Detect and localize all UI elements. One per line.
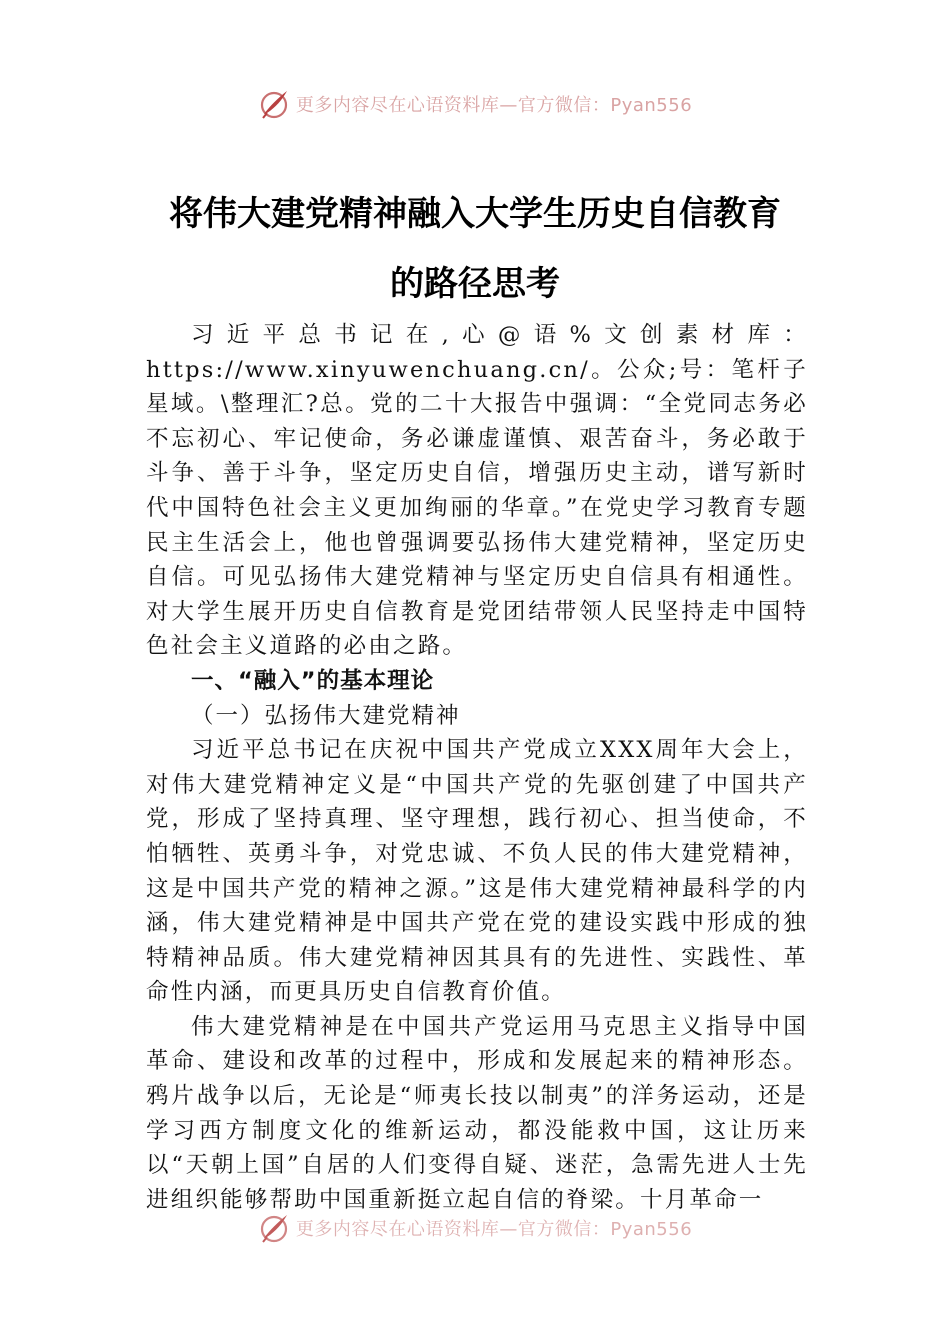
watermark-text: 更多内容尽在心语资料库—官方微信：Pyan556 [295, 1219, 693, 1240]
watermark-group [258, 88, 692, 120]
watermark-footer [0, 1204, 950, 1244]
intro-paragraph: 习近平总书记在,心@语%文创素材库：https://www.xinyuwenchuang.cn/。公众;号：笔杆子星域。\整理汇?总。党的二十大报告中强调：“全党同志务必不忘初心、牢记使命，务必谦虚谨慎、艰苦奋斗，务必敢于斗争、善于斗争，坚定历史自信，增强历史主动，谱写新时代中国特色社会主义更加绚丽的华章。”在党史学习教育专题民主生活会上，他也曾强调要弘扬伟大建党精神，坚定历史自信。可见弘扬伟大建党精神与坚定历史自信具有相通性。对大学生展开历史自信教育是党团结带领人民坚持走中国特色社会主义道路的必由之路。 [146, 322, 808, 660]
document-title-line1: 将伟大建党精神融入大学生历史自信教育 [169, 194, 781, 234]
subsection-heading: （一）弘扬伟大建党精神 [191, 702, 461, 729]
document-title-line2: 的路径思考 [390, 264, 560, 304]
feather-pen-logo-icon [258, 88, 290, 120]
watermark-header [0, 84, 950, 124]
feather-pen-logo-icon [258, 1212, 290, 1244]
watermark-group [258, 1212, 692, 1244]
watermark-text: 更多内容尽在心语资料库—官方微信：Pyan556 [295, 95, 693, 116]
body-paragraph: 伟大建党精神是在中国共产党运用马克思主义指导中国革命、建设和改革的过程中，形成和发展起来的精神形态。鸦片战争以后，无论是“师夷长技以制夷”的洋务运动，还是学习西方制度文化的维新运动，都没能救中国，这让历来以“天朝上国”自居的人们变得自疑、迷茫，急需先进人士先进组织能够帮助中国重新挺立起自信的脊梁。十月革命一 [146, 1013, 808, 1213]
section-heading: 一、“融入”的基本理论 [191, 667, 435, 694]
body-paragraph: 习近平总书记在庆祝中国共产党成立XXX周年大会上，对伟大建党精神定义是“中国共产党的先驱创建了中国共产党，形成了坚持真理、坚守理想，践行初心、担当使命，不怕牺牲、英勇斗争，对党忠诚、不负人民的伟大建党精神，这是中国共产党的精神之源。”这是伟大建党精神最科学的内涵，伟大建党精神是中国共产党在党的建设实践中形成的独特精神品质。伟大建党精神因其具有的先进性、实践性、革命性内涵，而更具历史自信教育价值。 [146, 737, 808, 1006]
document-body [146, 318, 808, 1213]
